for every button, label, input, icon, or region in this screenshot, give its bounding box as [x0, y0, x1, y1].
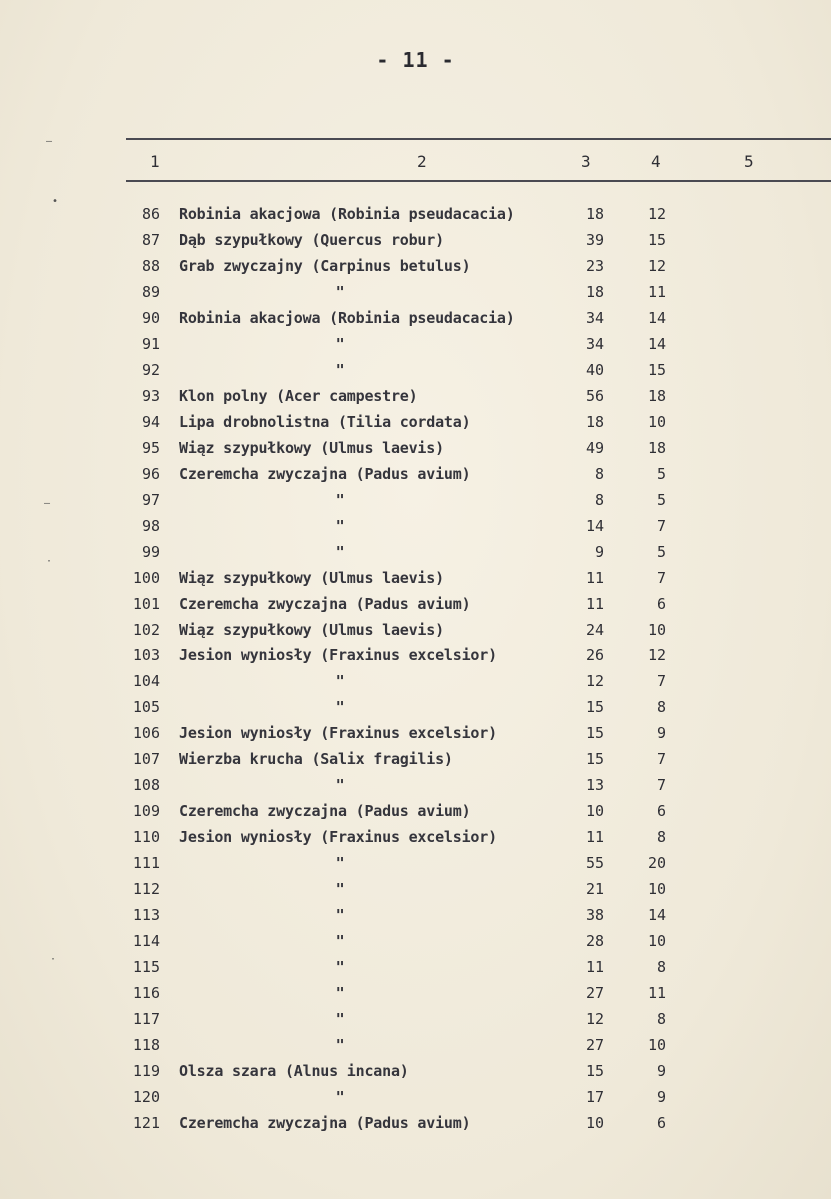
ditto-mark: ": [335, 984, 345, 1003]
margin-mark: ·: [50, 954, 57, 965]
value-column-3: 18: [585, 205, 604, 223]
table-row: [0, 591, 831, 617]
species-name: Grab zwyczajny (Carpinus betulus): [179, 256, 471, 275]
value-column-4: 10: [647, 620, 666, 639]
margin-mark: –: [46, 136, 53, 147]
value-column-3: 27: [585, 1036, 604, 1054]
table-row: [0, 1058, 831, 1084]
ditto-mark: ": [335, 1036, 345, 1054]
table-row: [0, 409, 831, 435]
species-name: Wiąz szypułkowy (Ulmus laevis): [179, 438, 444, 457]
table-row: [0, 487, 831, 513]
ditto-mark: ": [335, 672, 345, 691]
value-column-4: 18: [647, 386, 666, 405]
value-column-3: 10: [585, 1113, 604, 1132]
value-column-4: 9: [656, 1087, 666, 1106]
table-row: [0, 720, 831, 746]
column-header-4: 4: [651, 152, 661, 171]
table-row: [0, 824, 831, 850]
value-column-4: 7: [656, 516, 666, 535]
table-row: [0, 201, 831, 227]
value-column-4: 10: [647, 932, 666, 951]
species-name: Wierzba krucha (Salix fragilis): [179, 750, 453, 769]
value-column-4: 7: [656, 776, 666, 795]
value-column-4: 5: [656, 542, 666, 561]
value-column-3: 55: [585, 854, 604, 873]
table-row: [0, 227, 831, 253]
ditto-mark: ": [335, 776, 345, 795]
value-column-4: 9: [656, 1061, 666, 1080]
row-number: 101: [132, 594, 160, 613]
row-number: 117: [132, 1010, 160, 1029]
column-header-3: 3: [581, 152, 591, 171]
row-number: 121: [132, 1113, 160, 1132]
row-number: 86: [141, 205, 160, 223]
table-row: [0, 253, 831, 279]
value-column-4: 12: [647, 256, 666, 275]
value-column-3: 27: [585, 984, 604, 1003]
species-name: Jesion wyniosły (Fraxinus excelsior): [179, 646, 497, 665]
value-column-4: 20: [647, 854, 666, 873]
row-number: 91: [141, 334, 160, 353]
species-name: Czeremcha zwyczajna (Padus avium): [179, 594, 471, 613]
table-row: [0, 279, 831, 305]
row-number: 94: [141, 412, 160, 431]
species-name: Wiąz szypułkowy (Ulmus laevis): [179, 620, 444, 639]
table-row: [0, 694, 831, 720]
page-number: - 11 -: [376, 48, 455, 72]
value-column-3: 18: [585, 412, 604, 431]
table-row: [0, 435, 831, 461]
table-row: [0, 383, 831, 409]
value-column-3: 18: [585, 282, 604, 301]
row-number: 113: [132, 906, 160, 925]
species-name: Robinia akacjowa (Robinia pseudacacia): [179, 308, 515, 327]
species-name: Czeremcha zwyczajna (Padus avium): [179, 464, 471, 483]
table-row: [0, 798, 831, 824]
ditto-mark: ": [335, 932, 345, 951]
value-column-3: 8: [594, 490, 604, 509]
ditto-mark: ": [335, 1010, 345, 1029]
table-row: [0, 746, 831, 772]
species-name: Lipa drobnolistna (Tilia cordata): [179, 412, 471, 431]
row-number: 119: [132, 1061, 160, 1080]
species-name: Czeremcha zwyczajna (Padus avium): [179, 1113, 471, 1132]
value-column-3: 17: [585, 1087, 604, 1106]
table-body: [0, 201, 831, 1136]
row-number: 109: [132, 802, 160, 821]
row-number: 118: [132, 1036, 160, 1054]
value-column-3: 12: [585, 1010, 604, 1029]
species-name: Klon polny (Acer campestre): [179, 386, 418, 405]
species-name: Dąb szypułkowy (Quercus robur): [179, 230, 444, 249]
value-column-3: 11: [585, 594, 604, 613]
value-column-4: 18: [647, 438, 666, 457]
row-number: 98: [141, 516, 160, 535]
ditto-mark: ": [335, 854, 345, 873]
row-number: 106: [132, 724, 160, 743]
value-column-3: 40: [585, 360, 604, 379]
row-number: 89: [141, 282, 160, 301]
table-row: [0, 954, 831, 980]
row-number: 115: [132, 958, 160, 977]
column-header-5: 5: [744, 152, 754, 171]
value-column-4: 10: [647, 412, 666, 431]
ditto-mark: ": [335, 360, 345, 379]
row-number: 87: [141, 230, 160, 249]
margin-mark: •: [52, 196, 59, 207]
value-column-3: 21: [585, 880, 604, 899]
ditto-mark: ": [335, 334, 345, 353]
row-number: 103: [132, 646, 160, 665]
table-row: [0, 1084, 831, 1110]
species-name: Robinia akacjowa (Robinia pseudacacia): [179, 205, 515, 223]
value-column-4: 12: [647, 646, 666, 665]
table-row: [0, 539, 831, 565]
table-top-rule: [126, 138, 831, 140]
table-row: [0, 850, 831, 876]
value-column-3: 8: [594, 464, 604, 483]
table-row: [0, 357, 831, 383]
column-header-1: 1: [150, 152, 160, 171]
value-column-4: 14: [647, 334, 666, 353]
table-row: [0, 1032, 831, 1058]
value-column-3: 11: [585, 828, 604, 847]
species-name: Olsza szara (Alnus incana): [179, 1061, 409, 1080]
ditto-mark: ": [335, 542, 345, 561]
row-number: 97: [141, 490, 160, 509]
table-row: [0, 668, 831, 694]
row-number: 93: [141, 386, 160, 405]
value-column-3: 15: [585, 1061, 604, 1080]
ditto-mark: ": [335, 958, 345, 977]
table-row: [0, 331, 831, 357]
value-column-4: 6: [656, 802, 666, 821]
table-row: [0, 642, 831, 668]
ditto-mark: ": [335, 1087, 345, 1106]
table-row: [0, 772, 831, 798]
row-number: 90: [141, 308, 160, 327]
value-column-3: 13: [585, 776, 604, 795]
row-number: 111: [132, 854, 160, 873]
value-column-3: 15: [585, 724, 604, 743]
value-column-3: 38: [585, 906, 604, 925]
table-row: [0, 902, 831, 928]
table-row: [0, 1006, 831, 1032]
value-column-3: 11: [585, 568, 604, 587]
row-number: 114: [132, 932, 160, 951]
value-column-4: 5: [656, 490, 666, 509]
value-column-4: 14: [647, 906, 666, 925]
row-number: 107: [132, 750, 160, 769]
value-column-4: 6: [656, 594, 666, 613]
value-column-4: 15: [647, 360, 666, 379]
value-column-3: 14: [585, 516, 604, 535]
species-name: Jesion wyniosły (Fraxinus excelsior): [179, 724, 497, 743]
value-column-3: 28: [585, 932, 604, 951]
value-column-3: 26: [585, 646, 604, 665]
ditto-mark: ": [335, 282, 345, 301]
row-number: 105: [132, 698, 160, 717]
value-column-4: 8: [656, 958, 666, 977]
row-number: 99: [141, 542, 160, 561]
row-number: 102: [132, 620, 160, 639]
value-column-4: 8: [656, 1010, 666, 1029]
value-column-4: 11: [647, 984, 666, 1003]
value-column-4: 10: [647, 1036, 666, 1054]
value-column-3: 15: [585, 698, 604, 717]
table-row: [0, 513, 831, 539]
value-column-3: 12: [585, 672, 604, 691]
value-column-3: 34: [585, 334, 604, 353]
value-column-4: 8: [656, 698, 666, 717]
value-column-4: 15: [647, 230, 666, 249]
margin-mark: –: [44, 498, 51, 509]
value-column-3: 11: [585, 958, 604, 977]
species-name: Wiąz szypułkowy (Ulmus laevis): [179, 568, 444, 587]
value-column-4: 5: [656, 464, 666, 483]
value-column-3: 15: [585, 750, 604, 769]
value-column-4: 14: [647, 308, 666, 327]
table-row: [0, 305, 831, 331]
value-column-4: 7: [656, 672, 666, 691]
table-row: [0, 461, 831, 487]
row-number: 116: [132, 984, 160, 1003]
value-column-3: 39: [585, 230, 604, 249]
value-column-4: 11: [647, 282, 666, 301]
ditto-mark: ": [335, 516, 345, 535]
row-number: 96: [141, 464, 160, 483]
ditto-mark: ": [335, 698, 345, 717]
value-column-4: 9: [656, 724, 666, 743]
column-headers: [0, 152, 831, 174]
value-column-3: 9: [594, 542, 604, 561]
row-number: 95: [141, 438, 160, 457]
value-column-3: 49: [585, 438, 604, 457]
table-row: [0, 617, 831, 643]
column-header-2: 2: [417, 152, 427, 171]
value-column-4: 10: [647, 880, 666, 899]
ditto-mark: ": [335, 880, 345, 899]
species-name: Czeremcha zwyczajna (Padus avium): [179, 802, 471, 821]
margin-mark: ·: [46, 556, 53, 567]
row-number: 88: [141, 256, 160, 275]
row-number: 108: [132, 776, 160, 795]
table-header-rule: [126, 180, 831, 182]
ditto-mark: ": [335, 490, 345, 509]
value-column-3: 56: [585, 386, 604, 405]
row-number: 112: [132, 880, 160, 899]
table-row: [0, 980, 831, 1006]
value-column-4: 7: [656, 750, 666, 769]
table-row: [0, 1110, 831, 1136]
ditto-mark: ": [335, 906, 345, 925]
row-number: 92: [141, 360, 160, 379]
value-column-4: 12: [647, 205, 666, 223]
value-column-4: 6: [656, 1113, 666, 1132]
value-column-4: 8: [656, 828, 666, 847]
value-column-3: 24: [585, 620, 604, 639]
table-row: [0, 565, 831, 591]
table-row: [0, 876, 831, 902]
value-column-3: 34: [585, 308, 604, 327]
row-number: 120: [132, 1087, 160, 1106]
value-column-4: 7: [656, 568, 666, 587]
row-number: 104: [132, 672, 160, 691]
value-column-3: 23: [585, 256, 604, 275]
row-number: 100: [132, 568, 160, 587]
table-row: [0, 928, 831, 954]
value-column-3: 10: [585, 802, 604, 821]
row-number: 110: [132, 828, 160, 847]
species-name: Jesion wyniosły (Fraxinus excelsior): [179, 828, 497, 847]
